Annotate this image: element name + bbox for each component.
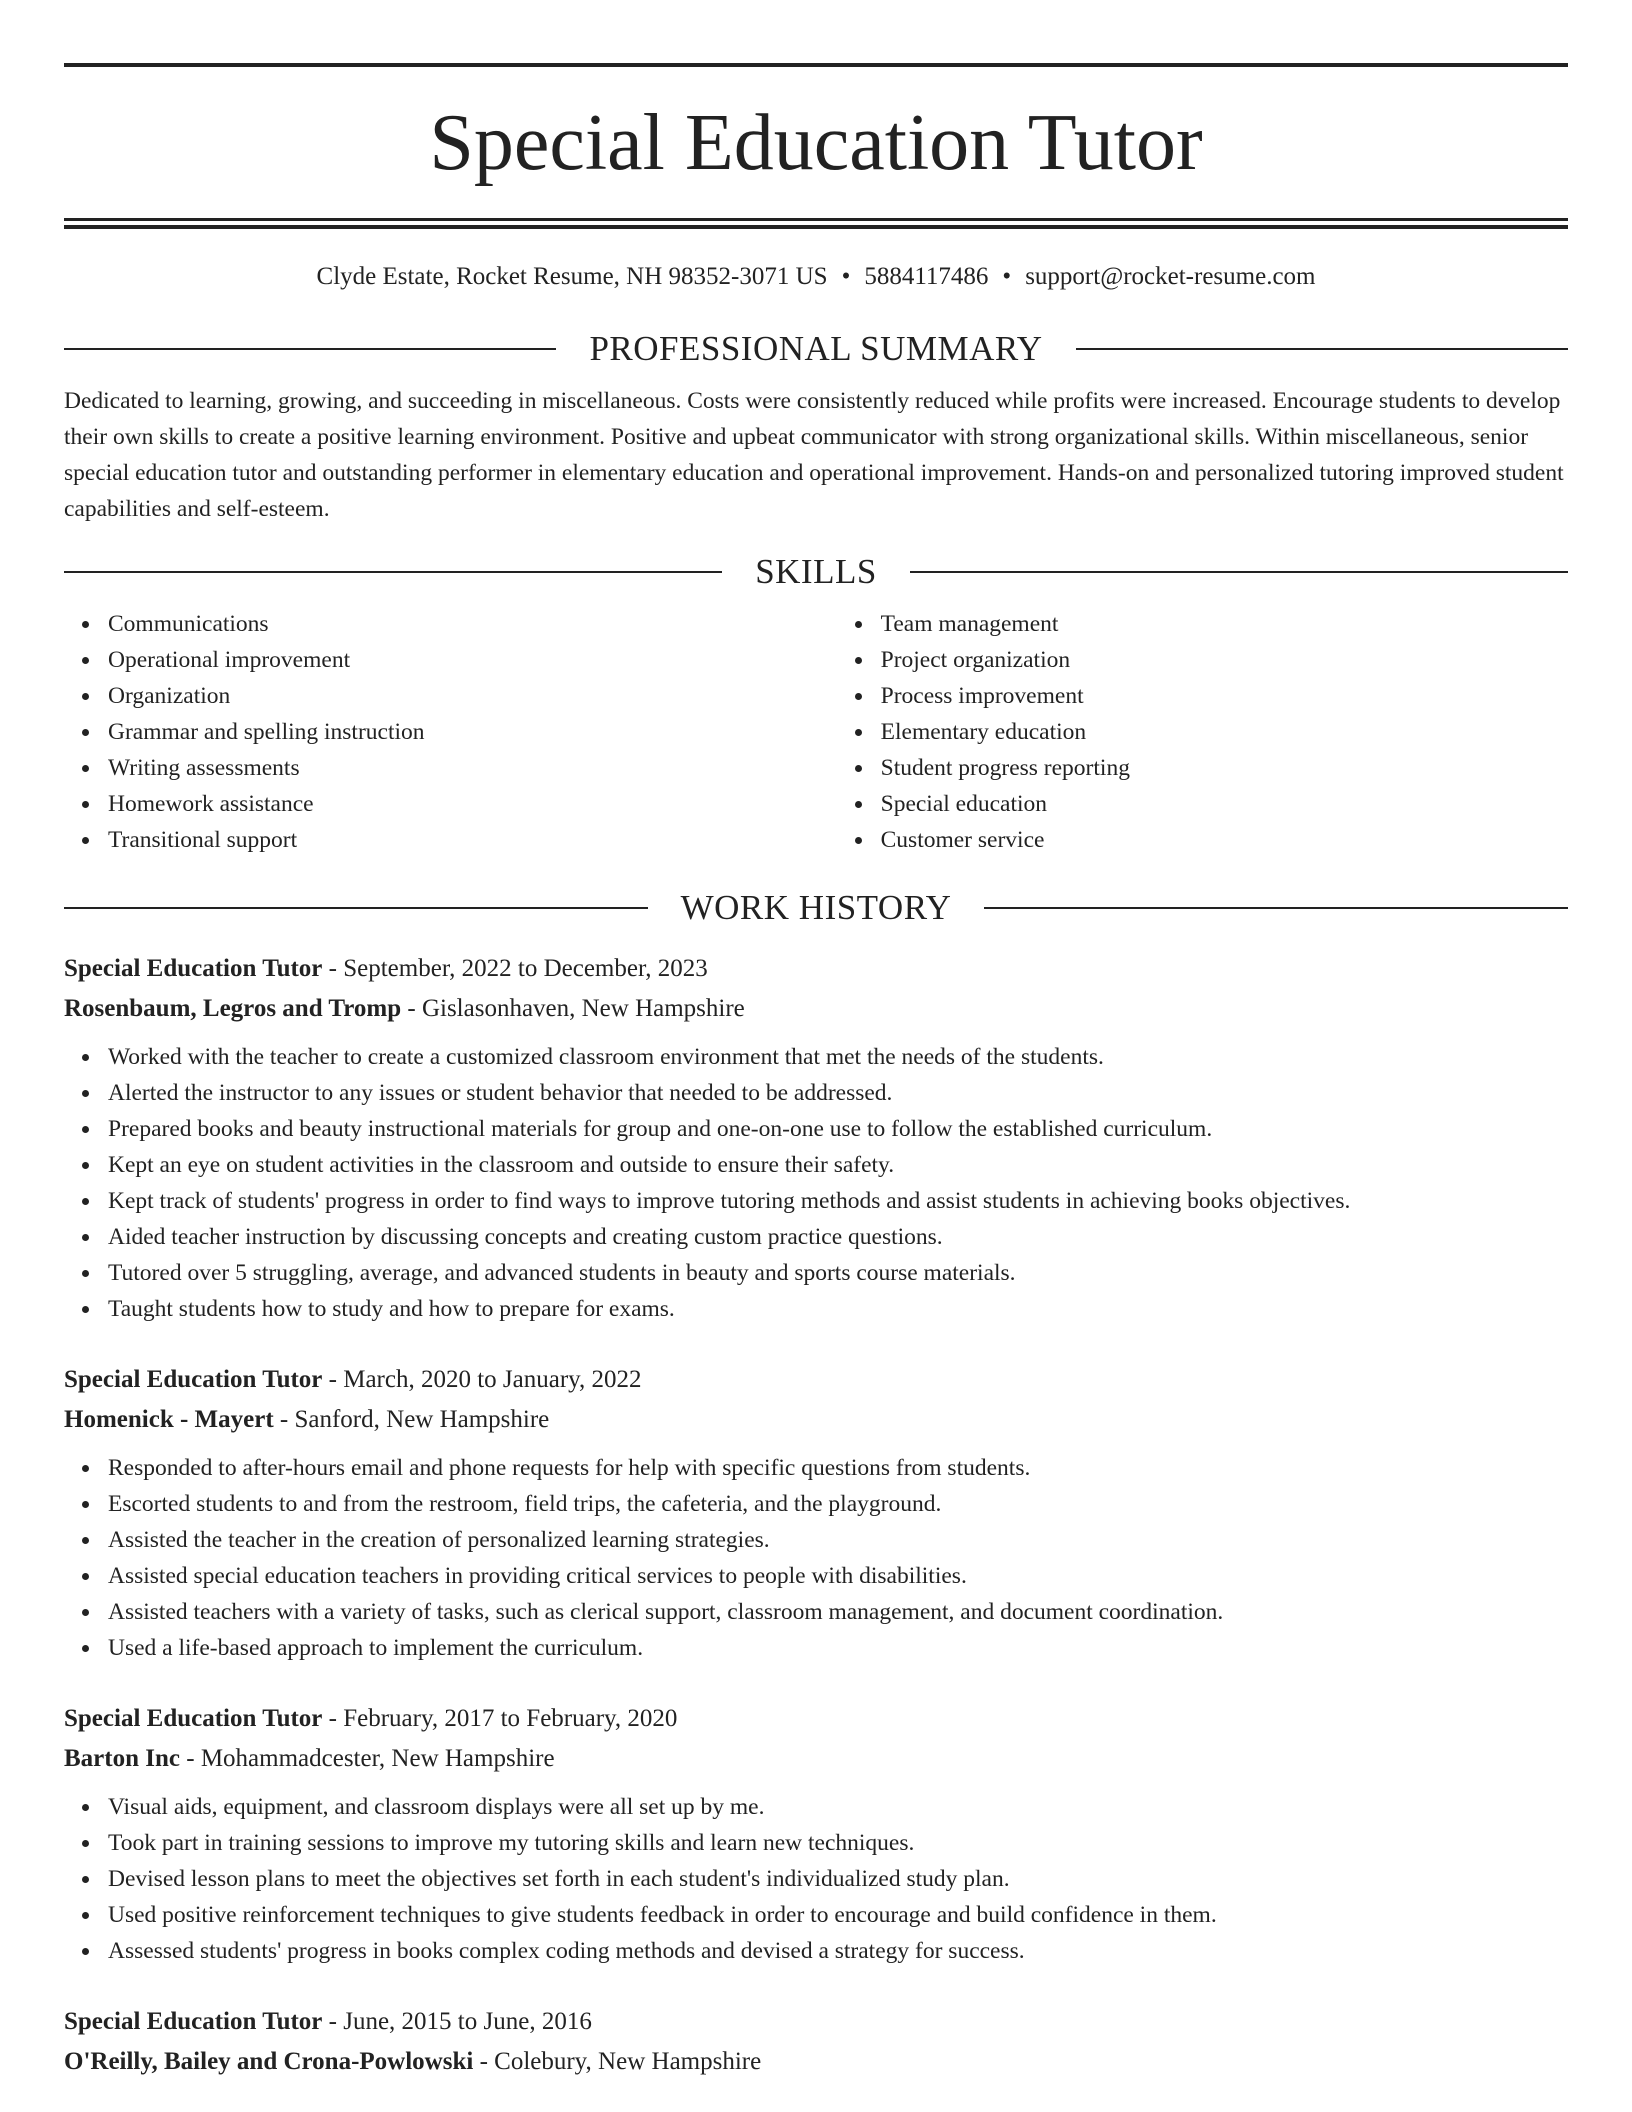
skill-item: Transitional support [108,822,837,858]
section-heading-skills [64,552,1568,592]
duty-item: Used a life-based approach to implement the curriculum. [108,1630,1568,1666]
job-company-line [64,1739,1568,1779]
job-entry [64,1360,1568,1666]
job-location: Sanford, New Hampshire [294,1406,550,1433]
duty-item: Used positive reinforcement techniques to give students feedback in order to encourage and build confidence in them. [108,1897,1568,1933]
section-heading-work [64,888,1568,928]
skill-item: Organization [108,678,837,714]
header-double-rule [64,218,1568,229]
job-title: Special Education Tutor [64,1705,323,1732]
contact-phone: 5884117486 [864,263,989,290]
duty-item: Kept track of students' progress in order to find ways to improve tutoring methods and assist students in achieving books objectives. [108,1183,1568,1219]
job-duties [64,1789,1568,1969]
resume-title: Special Education Tutor [429,99,1203,187]
duty-item: Tutored over 5 struggling, average, and advanced students in beauty and sports course materials. [108,1255,1568,1291]
skill-item: Homework assistance [108,786,837,822]
job-title: Special Education Tutor [64,955,323,982]
job-entry [64,949,1568,1327]
dash-separator: - [401,995,422,1022]
job-company: Homenick - Mayert [64,1406,274,1433]
section-rule [1076,348,1568,350]
job-company: O'Reilly, Bailey and Crona-Powlowski [64,2048,474,2075]
section-title-summary: PROFESSIONAL SUMMARY [589,329,1043,368]
section-title-skills: SKILLS [755,552,877,591]
job-duties [64,1039,1568,1327]
dash-separator: - [322,2008,344,2035]
skill-item: Special education [881,786,1568,822]
job-dates: September, 2022 to December, 2023 [343,955,708,982]
skill-item: Project organization [881,642,1568,678]
duty-item: Taught students how to study and how to prepare for exams. [108,1291,1568,1327]
skill-item: Communications [108,606,837,642]
contact-line [64,261,1568,293]
dash-separator: - [322,1705,344,1732]
duty-item: Alerted the instructor to any issues or student behavior that needed to be addressed. [108,1075,1568,1111]
section-title-work: WORK HISTORY [680,888,952,927]
skill-item: Customer service [881,822,1568,858]
skill-item: Operational improvement [108,642,837,678]
job-location: Gislasonhaven, New Hampshire [421,995,745,1022]
section-rule [910,571,1568,573]
dash-separator: - [473,2048,495,2075]
job-title-line [64,1360,1568,1400]
duty-item: Took part in training sessions to improve my tutoring skills and learn new techniques. [108,1825,1568,1861]
skills-columns [64,606,1568,858]
duty-item: Prepared books and beauty instructional materials for group and one-on-one use to follow the established curriculum. [108,1111,1568,1147]
skill-item: Writing assessments [108,750,837,786]
dash-separator: - [179,1745,201,1772]
job-title-line [64,1699,1568,1739]
job-duties [64,1450,1568,1666]
skill-item: Grammar and spelling instruction [108,714,837,750]
duty-item: Visual aids, equipment, and classroom displays were all set up by me. [108,1789,1568,1825]
duty-item: Devised lesson plans to meet the objectives set forth in each student's individualized study plan. [108,1861,1568,1897]
duty-item: Assisted special education teachers in providing critical services to people with disabilities. [108,1558,1568,1594]
contact-address: Clyde Estate, Rocket Resume, NH 98352-3071 US [316,263,828,290]
skill-item: Student progress reporting [881,750,1568,786]
section-rule [64,348,556,350]
job-entry [64,2002,1568,2082]
job-title-line [64,2002,1568,2042]
duty-item: Assisted the teacher in the creation of personalized learning strategies. [108,1522,1568,1558]
job-company-line [64,2042,1568,2082]
dash-separator: - [273,1406,295,1433]
dash-separator: - [322,1366,344,1393]
section-rule [64,907,648,909]
skill-item: Process improvement [881,678,1568,714]
duty-item: Responded to after-hours email and phone requests for help with specific questions from students. [108,1450,1568,1486]
job-location: Colebury, New Hampshire [494,2048,762,2075]
section-rule [984,907,1568,909]
job-location: Mohammadcester, New Hampshire [200,1745,555,1772]
duty-item: Aided teacher instruction by discussing concepts and creating custom practice questions. [108,1219,1568,1255]
duty-item: Assessed students' progress in books complex coding methods and devised a strategy for success. [108,1933,1568,1969]
job-title: Special Education Tutor [64,1366,323,1393]
contact-email[interactable]: support@rocket-resume.com [1025,263,1316,290]
section-heading-summary [64,329,1568,369]
skills-column-right [837,606,1568,858]
job-title-line [64,949,1568,989]
job-company: Rosenbaum, Legros and Tromp [64,995,402,1022]
duty-item: Worked with the teacher to create a customized classroom environment that met the needs of the students. [108,1039,1568,1075]
job-dates: March, 2020 to January, 2022 [343,1366,642,1393]
contact-separator: • [1002,263,1012,290]
job-dates: June, 2015 to June, 2016 [343,2008,592,2035]
dash-separator: - [322,955,344,982]
job-company-line [64,989,1568,1029]
job-entry [64,1699,1568,1969]
skills-column-left [64,606,837,858]
skill-item: Elementary education [881,714,1568,750]
job-company-line [64,1400,1568,1440]
duty-item: Escorted students to and from the restroom, field trips, the cafeteria, and the playground. [108,1486,1568,1522]
header-top-rule [64,63,1568,67]
job-company: Barton Inc [64,1745,180,1772]
summary-text: Dedicated to learning, growing, and succeeding in miscellaneous. Costs were consistently reduced while profits were increased. Encourage students to develop their own skills to create a positive learning environment. Positive and upbeat communicator with strong organizational skills. Within miscellaneous, senior special education tutor and outstanding performer in elementary education and operational improvement. Hands-on and personalized tutoring improved student capabilities and self-esteem. [64,388,1564,522]
contact-separator: • [841,263,851,290]
job-title: Special Education Tutor [64,2008,323,2035]
duty-item: Assisted teachers with a variety of tasks, such as clerical support, classroom management, and document coordination. [108,1594,1568,1630]
section-rule [64,571,722,573]
skill-item: Team management [881,606,1568,642]
duty-item: Kept an eye on student activities in the classroom and outside to ensure their safety. [108,1147,1568,1183]
job-dates: February, 2017 to February, 2020 [343,1705,678,1732]
